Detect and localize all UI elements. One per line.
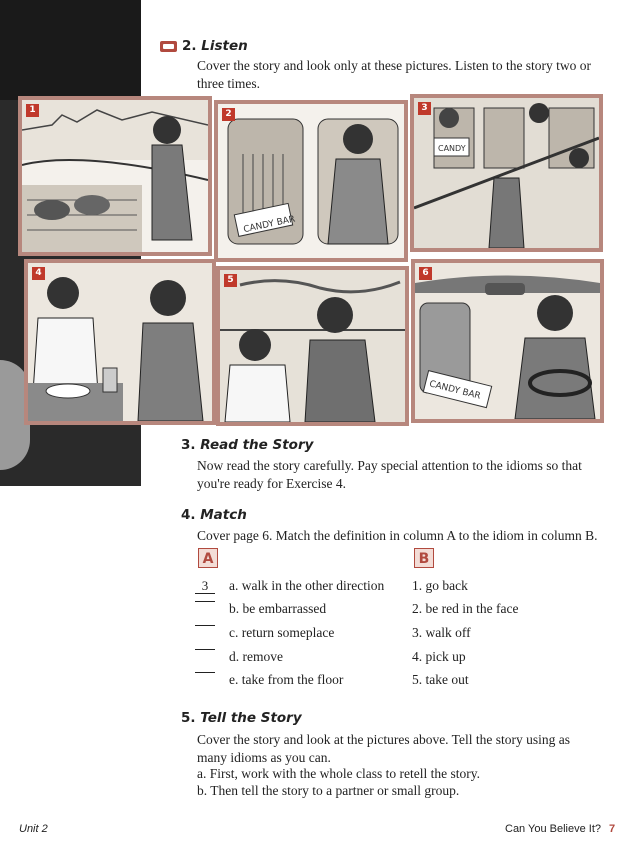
- idiom-2: 2. be red in the face: [412, 601, 519, 616]
- section-5-item-a: a. First, work with the whole class to retell the story.: [197, 766, 480, 781]
- section-2-heading: [182, 38, 248, 54]
- panel-6-number: 6: [419, 267, 432, 280]
- idiom-3: 3. walk off: [412, 625, 471, 640]
- section-2-text: Cover the story and look only at these pictures. Listen to the story two or three times.: [197, 58, 592, 91]
- idiom-5: 5. take out: [412, 672, 469, 687]
- section-4-text: Cover page 6. Match the definition in column A to the idiom in column B.: [197, 528, 598, 543]
- answer-blank-e[interactable]: [195, 672, 215, 673]
- definition-e: e. take from the floor: [229, 672, 344, 687]
- footer-chapter-title: Can You Believe It?: [505, 823, 602, 835]
- section-3-text: Now read the story carefully. Pay special attention to the idioms so that you're ready for Exercise 4.: [197, 458, 582, 491]
- story-panel-6: [411, 259, 604, 423]
- panel-2-number: 2: [222, 108, 235, 121]
- page-number: 7: [609, 823, 616, 835]
- footer-chapter-page: [505, 823, 615, 835]
- idiom-1: 1. go back: [412, 578, 468, 593]
- panel-3-number: 3: [418, 102, 431, 115]
- idiom-4: 4. pick up: [412, 649, 466, 664]
- panel-5-illustration: [220, 270, 405, 422]
- section-5-item-b: b. Then tell the story to a partner or small group.: [197, 783, 460, 798]
- section-3-heading: [181, 437, 313, 453]
- answer-blank-b[interactable]: [195, 601, 215, 602]
- panel-3-sign: CANDY: [438, 144, 466, 153]
- panel-6-sign: CANDY BAR: [428, 379, 482, 402]
- panel-1-illustration: [22, 100, 208, 252]
- section-2-number: 2.: [182, 38, 197, 54]
- definition-d: d. remove: [229, 649, 283, 664]
- panel-4-illustration: [28, 263, 212, 421]
- section-5-text: Cover the story and look at the pictures above. Tell the story using as many idioms as you can.: [197, 732, 570, 765]
- section-5-title: Tell the Story: [200, 710, 302, 726]
- section-5-number: 5.: [181, 710, 196, 726]
- definition-b: b. be embarrassed: [229, 601, 327, 616]
- panel-4-number: 4: [32, 267, 45, 280]
- panel-2-illustration: [218, 104, 404, 258]
- section-5-heading: [181, 710, 302, 726]
- story-panel-2: [214, 100, 408, 262]
- column-b-label: B: [414, 548, 434, 568]
- section-4-title: Match: [200, 507, 247, 523]
- section-2-title: Listen: [201, 38, 248, 54]
- side-photo-dark-area: [0, 0, 141, 100]
- definition-c: c. return someplace: [229, 625, 335, 640]
- footer-unit: Unit 2: [19, 823, 48, 835]
- story-panel-4: [24, 259, 216, 425]
- column-a-label: A: [198, 548, 218, 568]
- panel-3-illustration: [414, 98, 599, 248]
- section-3-title: Read the Story: [200, 437, 314, 453]
- answer-blank-c[interactable]: [195, 625, 215, 626]
- definition-a: a. walk in the other direction: [229, 578, 385, 593]
- panel-6-illustration: [415, 263, 600, 419]
- panel-2-sign: CANDY BAR: [242, 214, 297, 236]
- section-4-heading: [181, 507, 247, 523]
- section-4-number: 4.: [181, 507, 196, 523]
- story-panel-5: [216, 266, 409, 426]
- answer-blank-d[interactable]: [195, 649, 215, 650]
- panel-5-number: 5: [224, 274, 237, 287]
- section-3-number: 3.: [181, 437, 196, 453]
- panel-1-number: 1: [26, 104, 39, 117]
- story-panel-3: [410, 94, 603, 252]
- story-panel-1: [18, 96, 212, 256]
- answer-blank-a[interactable]: 3: [195, 578, 215, 594]
- audio-cd-icon: [160, 41, 177, 52]
